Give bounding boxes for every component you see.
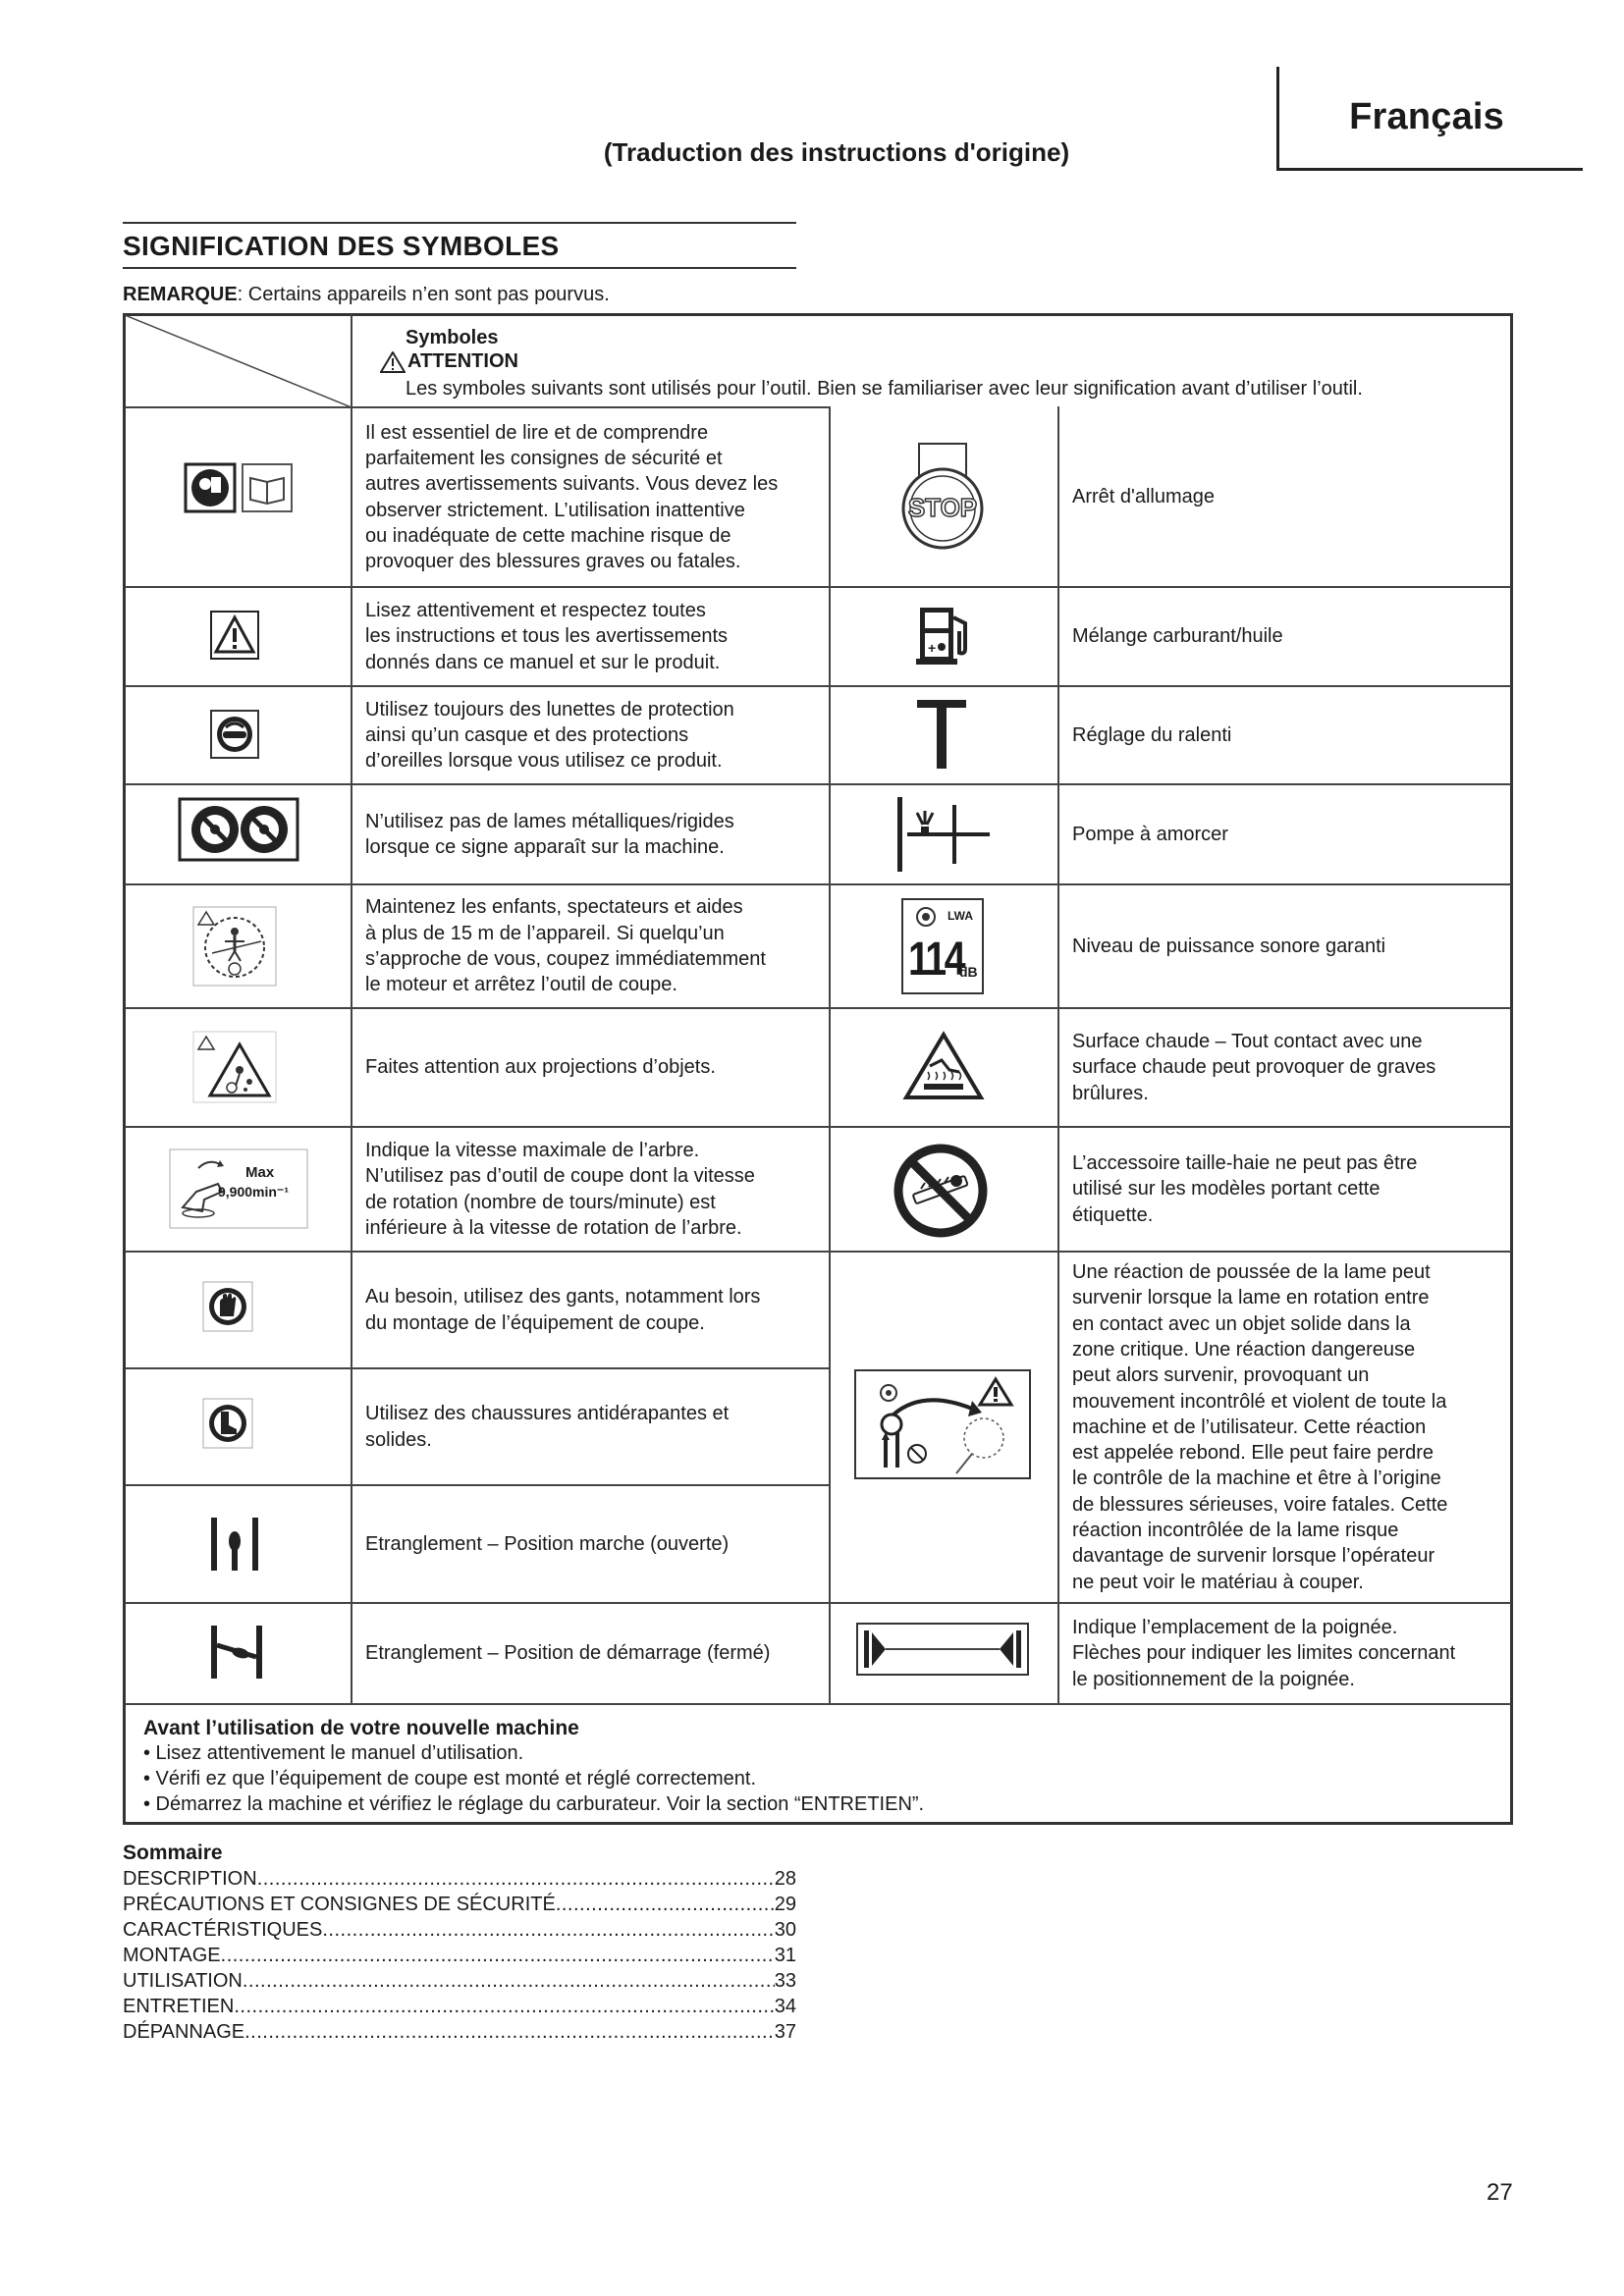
toc-page: 33 (774, 1970, 796, 1992)
left-row-8-text: Au besoin, utilisez des gants, notamment lors du montage de l’équipement de coupe. (365, 1286, 761, 1334)
max-speed-icon (169, 1148, 308, 1229)
right-row-3-text: Réglage du ralenti (1072, 723, 1232, 746)
attention-heading (380, 350, 518, 373)
row-line (125, 1703, 1511, 1705)
before-use-item: • Lisez attentivement le manuel d’utilisation. (143, 1742, 524, 1764)
eye-ear-protection-icon (210, 710, 259, 759)
right-row-7-text: L’accessoire taille-haie ne peut pas être utilisé sur les modèles portant cette étiquette. (1072, 1152, 1418, 1226)
idle-adjust-icon (915, 698, 968, 771)
left-row-5-text: Maintenez les enfants, spectateurs et aides à plus de 15 m de l’appareil. Si quelqu’un s’approche de vous, coupez immédiatemment le moteur et arrêtez l’outil de coupe. (365, 896, 766, 996)
choke-closed-icon (207, 1624, 266, 1681)
sound-unit: dB (959, 964, 978, 980)
left-row-1-text: Il est essentiel de lire et de comprendre parfaitement les consignes de sécurité et autres avertissements suivants. Vous devez les observer strictement. L’utilisation inattentive ou inadéquate de cette machine risque de provoquer des blessures graves ou fatales. (365, 421, 779, 573)
safety-boots-icon (202, 1398, 253, 1449)
toc-entry[interactable] (123, 1996, 796, 2018)
symbols-heading: Symboles (406, 327, 499, 348)
handle-position-icon (856, 1623, 1029, 1676)
read-manual-icon (184, 462, 294, 513)
toc-label: DESCRIPTION (123, 1868, 257, 1890)
toc-page: 28 (774, 1868, 796, 1890)
remark-label: REMARQUE (123, 284, 238, 305)
right-row-8-text: Une réaction de poussée de la lame peut survenir lorsque la lame en rotation entre en contact avec un objet solide dans la zone critique. Une réaction dangereuse peut alors survenir, provoquant un mouvement incontrôlé et violent de toute la machine et de l’utilisateur. Cette réaction est appelée rebond. Elle peut faire perdre le contrôle de la machine et être à l’origine de blessures sérieuses, voire fatales. Cette réaction incontrôlée de la lame risque davantage de survenir lorsque l’opérateur ne peut voir le matériau à couper. (1072, 1261, 1448, 1593)
right-row-5-text: Niveau de puissance sonore garanti (1072, 934, 1386, 957)
section-title: SIGNIFICATION DES SYMBOLES (123, 222, 796, 269)
col-divider-2 (829, 406, 831, 1703)
toc-entry[interactable] (123, 1868, 796, 1891)
attention-label: ATTENTION (407, 350, 518, 372)
max-label: Max (245, 1164, 275, 1181)
toc-page: 37 (774, 2021, 796, 2043)
toc-entry[interactable] (123, 1919, 796, 1942)
toc-entry[interactable] (123, 1945, 796, 1967)
right-row-4-text: Pompe à amorcer (1072, 823, 1228, 845)
right-row-2-text: Mélange carburant/huile (1072, 625, 1283, 648)
toc-entry[interactable] (123, 1970, 796, 1993)
no-metal-blades-icon (178, 797, 299, 862)
before-use-title: Avant l’utilisation de votre nouvelle machine (143, 1717, 579, 1739)
before-use-item: • Démarrez la machine et vérifiez le réglage du carburateur. Voir la section “ENTRETIEN”. (143, 1793, 925, 1815)
before-use-item: • Vérifi ez que l’équipement de coupe est monté et réglé correctement. (143, 1768, 757, 1789)
gloves-icon (202, 1281, 253, 1332)
remark-text: : Certains appareils n’en sont pas pourvus. (237, 284, 610, 305)
hot-surface-icon (902, 1031, 985, 1101)
document-subtitle: (Traduction des instructions d'origine) (603, 137, 1070, 167)
toc-page: 34 (774, 1996, 796, 2017)
toc-entry[interactable] (123, 2021, 796, 2044)
lwa-label: LWA (947, 909, 973, 923)
toc-label: MONTAGE (123, 1945, 221, 1966)
warning-triangle-icon (380, 351, 406, 373)
keep-distance-icon (192, 906, 277, 987)
col-divider-3 (1057, 406, 1059, 1703)
svg-text:+: + (928, 640, 937, 656)
no-hedge-trimmer-icon (892, 1142, 990, 1240)
sound-value: 114 (908, 934, 964, 986)
toc-label: DÉPANNAGE (123, 2021, 245, 2043)
left-row-11-text: Etranglement – Position de démarrage (fermé) (365, 1642, 771, 1665)
choke-open-icon (207, 1516, 262, 1573)
left-row-9-text: Utilisez des chaussures antidérapantes et solides. (365, 1403, 730, 1451)
toc-entry[interactable] (123, 1894, 796, 1916)
left-row-4-text: N’utilisez pas de lames métalliques/rigides lorsque ce signe apparaît sur la machine. (365, 810, 734, 858)
toc-label: CARACTÉRISTIQUES (123, 1919, 323, 1941)
left-row-2-text: Lisez attentivement et respectez toutes les instructions et tous les avertissements donnés dans ce manuel et sur le produit. (365, 600, 729, 673)
toc-page: 30 (774, 1919, 796, 1941)
page-number: 27 (1487, 2179, 1513, 2206)
right-row-1-text: Arrêt d'allumage (1072, 486, 1215, 508)
primer-pump-icon (895, 795, 994, 874)
kickback-icon (854, 1369, 1031, 1479)
toc-label: PRÉCAUTIONS ET CONSIGNES DE SÉCURITÉ (123, 1894, 556, 1915)
flying-objects-icon (192, 1031, 277, 1103)
right-row-9-text: Indique l’emplacement de la poignée. Flèches pour indiquer les limites concernant le positionnement de la poignée. (1072, 1617, 1456, 1690)
sound-level-icon (900, 897, 985, 995)
stop-switch-icon (895, 440, 990, 556)
toc-label: ENTRETIEN (123, 1996, 235, 2017)
left-row-6-text: Faites attention aux projections d’objets. (365, 1056, 716, 1079)
toc-label: UTILISATION (123, 1970, 243, 1992)
left-row-3-text: Utilisez toujours des lunettes de protection ainsi qu’un casque et des protections d’oreilles lorsque vous utilisez ce produit. (365, 698, 734, 773)
language-label: Français (1349, 96, 1504, 137)
left-row-10-text: Etranglement – Position marche (ouverte) (365, 1532, 730, 1555)
warning-triangle-icon (210, 611, 259, 660)
header-diagonal (125, 315, 352, 407)
right-row-6-text: Surface chaude – Tout contact avec une surface chaude peut provoquer de graves brûlures. (1072, 1031, 1436, 1104)
remark-note (123, 284, 610, 306)
speed-label: 9,900min⁻¹ (218, 1184, 289, 1200)
symbols-intro: Les symboles suivants sont utilisés pour l’outil. Bien se familiariser avec leur signification avant d’utiliser l’outil. (406, 378, 1363, 400)
toc-page: 31 (774, 1945, 796, 1966)
stop-label: STOP (907, 493, 978, 522)
toc-page: 29 (774, 1894, 796, 1915)
toc-title: Sommaire (123, 1842, 223, 1864)
left-row-7-text: Indique la vitesse maximale de l’arbre. N’utilisez pas d’outil de coupe dont la vitesse de rotation (nombre de tours/minute) est inférieure à la vitesse de rotation de l’arbre. (365, 1139, 755, 1239)
fuel-pump-icon (916, 604, 975, 667)
